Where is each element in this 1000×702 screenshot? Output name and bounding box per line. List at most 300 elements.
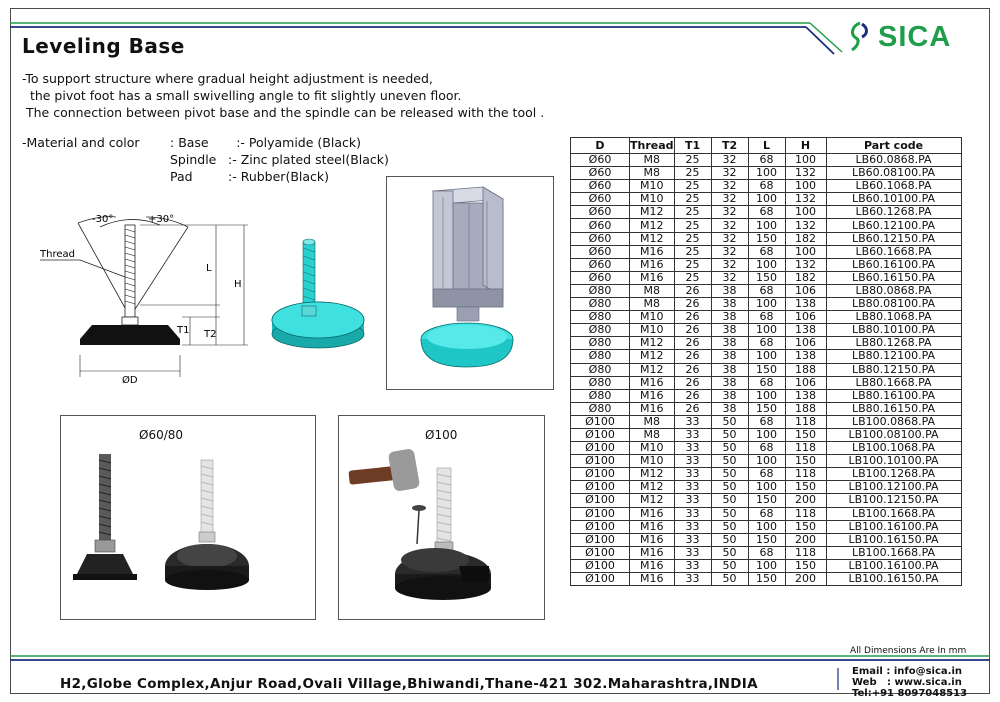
cell-l: 150 <box>748 573 785 586</box>
cell-h: 100 <box>785 180 826 193</box>
col-header-d: D <box>571 138 630 154</box>
table-row <box>571 298 962 311</box>
table-row <box>571 507 962 520</box>
cell-h: 138 <box>785 324 826 337</box>
cell-part-code: LB80.12100.PA <box>826 350 961 363</box>
cyan-leveling-foot-render <box>268 236 368 362</box>
cell-l: 100 <box>748 167 785 180</box>
cell-t2: 32 <box>711 193 748 206</box>
cell-t2: 38 <box>711 350 748 363</box>
cell-t2: 38 <box>711 337 748 350</box>
cell-h: 188 <box>785 363 826 376</box>
cell-h: 150 <box>785 520 826 533</box>
cell-diameter: Ø80 <box>571 337 630 350</box>
cell-diameter: Ø100 <box>571 481 630 494</box>
cell-part-code: LB100.16150.PA <box>826 573 961 586</box>
cell-h: 118 <box>785 507 826 520</box>
table-row <box>571 167 962 180</box>
material-part: Base <box>178 135 209 150</box>
cell-l: 100 <box>748 350 785 363</box>
dim-T1-label: T1 <box>177 325 190 336</box>
footer-contact <box>852 666 967 699</box>
cell-diameter: Ø100 <box>571 442 630 455</box>
cell-thread: M12 <box>630 219 675 232</box>
cell-diameter: Ø100 <box>571 520 630 533</box>
cell-h: 150 <box>785 455 826 468</box>
table-row <box>571 402 962 415</box>
cell-thread: M12 <box>630 337 675 350</box>
cell-diameter: Ø100 <box>571 507 630 520</box>
cell-t2: 50 <box>711 546 748 559</box>
cell-l: 100 <box>748 559 785 572</box>
cell-t1: 26 <box>674 337 711 350</box>
cell-diameter: Ø80 <box>571 376 630 389</box>
cell-part-code: LB80.1668.PA <box>826 376 961 389</box>
cell-thread: M8 <box>630 167 675 180</box>
cell-part-code: LB80.1068.PA <box>826 311 961 324</box>
footer-address: H2,Globe Complex,Anjur Road,Ovali Village,Bhiwandi,Thane-421 302.Maharashtra,INDIA <box>60 676 758 692</box>
cell-diameter: Ø100 <box>571 559 630 572</box>
cell-h: 132 <box>785 219 826 232</box>
angle-left-label: -30° <box>92 214 114 225</box>
cell-thread: M12 <box>630 350 675 363</box>
cell-h: 100 <box>785 245 826 258</box>
cell-h: 106 <box>785 311 826 324</box>
table-row <box>571 481 962 494</box>
cell-thread: M8 <box>630 154 675 167</box>
cell-t2: 38 <box>711 402 748 415</box>
cell-t1: 26 <box>674 350 711 363</box>
cell-h: 100 <box>785 206 826 219</box>
cell-thread: M8 <box>630 428 675 441</box>
cell-h: 138 <box>785 389 826 402</box>
cell-l: 150 <box>748 363 785 376</box>
col-header-t2: T2 <box>711 138 748 154</box>
cell-h: 150 <box>785 428 826 441</box>
cell-h: 106 <box>785 284 826 297</box>
table-row <box>571 271 962 284</box>
cell-l: 68 <box>748 311 785 324</box>
cell-l: 150 <box>748 533 785 546</box>
cell-t2: 50 <box>711 442 748 455</box>
dimensions-note: All Dimensions Are In mm <box>850 646 967 656</box>
cell-diameter: Ø60 <box>571 154 630 167</box>
table-header-row <box>571 138 962 154</box>
cell-l: 68 <box>748 206 785 219</box>
table-row <box>571 219 962 232</box>
cell-t1: 26 <box>674 402 711 415</box>
cell-part-code: LB60.16150.PA <box>826 271 961 284</box>
cell-l: 68 <box>748 376 785 389</box>
cell-l: 68 <box>748 442 785 455</box>
table-row <box>571 428 962 441</box>
cell-t1: 33 <box>674 494 711 507</box>
cell-diameter: Ø80 <box>571 324 630 337</box>
cell-t2: 32 <box>711 271 748 284</box>
cell-h: 200 <box>785 494 826 507</box>
cell-diameter: Ø100 <box>571 546 630 559</box>
cell-thread: M12 <box>630 481 675 494</box>
cell-t2: 50 <box>711 468 748 481</box>
cell-thread: M16 <box>630 546 675 559</box>
parts-table <box>570 137 962 586</box>
cell-part-code: LB100.0868.PA <box>826 415 961 428</box>
cell-h: 182 <box>785 232 826 245</box>
cell-h: 100 <box>785 154 826 167</box>
table-row <box>571 350 962 363</box>
cell-t1: 26 <box>674 324 711 337</box>
table-row <box>571 573 962 586</box>
cell-t1: 33 <box>674 428 711 441</box>
table-row <box>571 154 962 167</box>
description-line: the pivot foot has a small swivelling angle to fit slightly uneven floor. <box>22 88 462 103</box>
cell-t2: 50 <box>711 559 748 572</box>
cell-part-code: LB60.0868.PA <box>826 154 961 167</box>
cell-diameter: Ø100 <box>571 494 630 507</box>
cell-t1: 33 <box>674 573 711 586</box>
cell-t1: 33 <box>674 468 711 481</box>
table-row <box>571 232 962 245</box>
page-title: Leveling Base <box>22 34 185 58</box>
cell-t1: 33 <box>674 442 711 455</box>
table-row <box>571 494 962 507</box>
cell-thread: M16 <box>630 573 675 586</box>
cell-diameter: Ø60 <box>571 258 630 271</box>
cell-l: 100 <box>748 219 785 232</box>
cell-diameter: Ø80 <box>571 311 630 324</box>
cell-t1: 25 <box>674 180 711 193</box>
cell-h: 132 <box>785 258 826 271</box>
table-row <box>571 245 962 258</box>
cell-thread: M8 <box>630 415 675 428</box>
cell-t1: 25 <box>674 271 711 284</box>
cell-t1: 33 <box>674 415 711 428</box>
cell-l: 100 <box>748 389 785 402</box>
cell-thread: M10 <box>630 324 675 337</box>
cell-part-code: LB100.12150.PA <box>826 494 961 507</box>
col-header-thread: Thread <box>630 138 674 152</box>
cell-diameter: Ø80 <box>571 363 630 376</box>
table-row <box>571 284 962 297</box>
cell-thread: M12 <box>630 468 675 481</box>
cell-part-code: LB100.12100.PA <box>826 481 961 494</box>
table-row <box>571 520 962 533</box>
cell-h: 118 <box>785 415 826 428</box>
col-header-h: H <box>785 138 826 154</box>
table-row <box>571 337 962 350</box>
cell-t2: 32 <box>711 219 748 232</box>
cell-t2: 50 <box>711 507 748 520</box>
cell-t1: 26 <box>674 298 711 311</box>
cell-h: 138 <box>785 350 826 363</box>
table-row <box>571 468 962 481</box>
table-row <box>571 546 962 559</box>
cell-t2: 50 <box>711 520 748 533</box>
cell-t1: 26 <box>674 376 711 389</box>
cell-l: 100 <box>748 193 785 206</box>
technical-drawing <box>30 205 260 390</box>
cell-t2: 50 <box>711 533 748 546</box>
material-heading: -Material and color <box>22 135 140 150</box>
cell-part-code: LB80.16150.PA <box>826 402 961 415</box>
cell-diameter: Ø60 <box>571 167 630 180</box>
footer-email[interactable]: Email : info@sica.in <box>852 666 962 677</box>
profile-mount-render <box>387 177 553 389</box>
cell-part-code: LB80.10100.PA <box>826 324 961 337</box>
thread-label: Thread <box>40 249 75 260</box>
cell-diameter: Ø80 <box>571 389 630 402</box>
cell-l: 100 <box>748 481 785 494</box>
cell-h: 118 <box>785 442 826 455</box>
material-prefix: : <box>170 135 179 150</box>
cell-t1: 25 <box>674 258 711 271</box>
cell-t2: 50 <box>711 573 748 586</box>
cell-t1: 25 <box>674 232 711 245</box>
cell-diameter: Ø60 <box>571 206 630 219</box>
cell-part-code: LB80.08100.PA <box>826 298 961 311</box>
cell-diameter: Ø100 <box>571 533 630 546</box>
cell-part-code: LB100.1668.PA <box>826 507 961 520</box>
cell-t2: 50 <box>711 481 748 494</box>
angle-line-left <box>78 223 130 317</box>
cell-t2: 32 <box>711 154 748 167</box>
cell-l: 68 <box>748 546 785 559</box>
cell-thread: M10 <box>630 193 675 206</box>
table-row <box>571 559 962 572</box>
cell-thread: M16 <box>630 533 675 546</box>
cell-part-code: LB100.16100.PA <box>826 559 961 572</box>
cell-t1: 25 <box>674 154 711 167</box>
cell-part-code: LB100.1268.PA <box>826 468 961 481</box>
cell-t2: 32 <box>711 258 748 271</box>
cell-part-code: LB60.16100.PA <box>826 258 961 271</box>
cell-thread: M10 <box>630 455 675 468</box>
cell-part-code: LB100.1668.PA <box>826 546 961 559</box>
cell-thread: M10 <box>630 311 675 324</box>
brand-logo <box>846 20 951 54</box>
cell-thread: M16 <box>630 520 675 533</box>
cell-t1: 25 <box>674 219 711 232</box>
material-list <box>22 134 389 185</box>
cell-diameter: Ø100 <box>571 455 630 468</box>
table-row <box>571 415 962 428</box>
col-header-t1: T1 <box>674 138 711 154</box>
cell-part-code: LB100.10100.PA <box>826 455 961 468</box>
cell-t2: 38 <box>711 298 748 311</box>
cell-diameter: Ø60 <box>571 193 630 206</box>
cell-l: 68 <box>748 284 785 297</box>
cell-part-code: LB80.1268.PA <box>826 337 961 350</box>
cell-thread: M16 <box>630 559 675 572</box>
cell-t2: 50 <box>711 428 748 441</box>
table-row <box>571 180 962 193</box>
cell-l: 100 <box>748 455 785 468</box>
brand-name: SICA <box>878 20 952 53</box>
cell-t2: 38 <box>711 284 748 297</box>
cell-l: 68 <box>748 337 785 350</box>
cell-diameter: Ø100 <box>571 415 630 428</box>
cell-diameter: Ø60 <box>571 271 630 284</box>
cell-thread: M16 <box>630 376 675 389</box>
cell-part-code: LB60.10100.PA <box>826 193 961 206</box>
cell-t2: 38 <box>711 311 748 324</box>
cell-diameter: Ø60 <box>571 180 630 193</box>
cell-thread: M12 <box>630 206 675 219</box>
cell-h: 150 <box>785 559 826 572</box>
dim-H-label: H <box>234 279 242 290</box>
angle-line-right <box>130 227 188 317</box>
cell-h: 200 <box>785 533 826 546</box>
cell-diameter: Ø80 <box>571 402 630 415</box>
cell-l: 100 <box>748 520 785 533</box>
table-row <box>571 442 962 455</box>
table-row <box>571 455 962 468</box>
footer-phone: Tel:+91 8097048513 <box>852 688 968 699</box>
cell-t1: 33 <box>674 546 711 559</box>
cell-t2: 38 <box>711 324 748 337</box>
description-line: The connection between pivot base and the spindle can be released with the tool . <box>22 105 545 120</box>
cell-diameter: Ø80 <box>571 298 630 311</box>
cell-part-code: LB60.1068.PA <box>826 180 961 193</box>
cell-t2: 32 <box>711 180 748 193</box>
material-part: Pad <box>170 169 193 184</box>
cell-t2: 32 <box>711 167 748 180</box>
cell-h: 106 <box>785 376 826 389</box>
cell-t1: 33 <box>674 533 711 546</box>
cell-diameter: Ø60 <box>571 219 630 232</box>
photo-box-100 <box>338 415 545 620</box>
cell-t1: 33 <box>674 481 711 494</box>
cell-t2: 50 <box>711 415 748 428</box>
cell-t1: 26 <box>674 311 711 324</box>
table-row <box>571 363 962 376</box>
cell-h: 118 <box>785 468 826 481</box>
cell-thread: M16 <box>630 507 675 520</box>
footer-web[interactable]: Web : www.sica.in <box>852 677 962 688</box>
cell-thread: M12 <box>630 232 675 245</box>
cell-t1: 33 <box>674 520 711 533</box>
cell-part-code: LB100.1068.PA <box>826 442 961 455</box>
cell-h: 118 <box>785 546 826 559</box>
cell-h: 106 <box>785 337 826 350</box>
cell-t2: 50 <box>711 494 748 507</box>
cell-diameter: Ø80 <box>571 284 630 297</box>
cell-t2: 32 <box>711 245 748 258</box>
cell-thread: M8 <box>630 298 675 311</box>
cell-diameter: Ø60 <box>571 245 630 258</box>
leveling-base-photos-60-80 <box>61 416 315 619</box>
cell-l: 100 <box>748 324 785 337</box>
cell-t1: 33 <box>674 559 711 572</box>
cell-thread: M10 <box>630 442 675 455</box>
cell-t2: 38 <box>711 363 748 376</box>
cell-l: 68 <box>748 154 785 167</box>
material-value: :- Rubber(Black) <box>228 169 330 184</box>
photo-box-60-80-label: Ø60/80 <box>139 428 184 442</box>
cell-l: 150 <box>748 494 785 507</box>
table-row <box>571 324 962 337</box>
cell-thread: M16 <box>630 389 675 402</box>
cell-t1: 25 <box>674 193 711 206</box>
cell-thread: M10 <box>630 180 675 193</box>
col-header-part-code: Part code <box>826 138 961 154</box>
table-row <box>571 311 962 324</box>
cell-h: 182 <box>785 271 826 284</box>
cell-thread: M8 <box>630 284 675 297</box>
cell-part-code: LB80.12150.PA <box>826 363 961 376</box>
cell-t1: 33 <box>674 507 711 520</box>
cell-part-code: LB80.0868.PA <box>826 284 961 297</box>
cell-thread: M16 <box>630 402 675 415</box>
cell-h: 132 <box>785 167 826 180</box>
description-line: -To support structure where gradual height adjustment is needed, <box>22 71 433 86</box>
dim-D-label: ØD <box>122 375 138 386</box>
cell-part-code: LB100.08100.PA <box>826 428 961 441</box>
cell-l: 68 <box>748 245 785 258</box>
cell-diameter: Ø100 <box>571 468 630 481</box>
cell-l: 150 <box>748 232 785 245</box>
cell-part-code: LB60.1268.PA <box>826 206 961 219</box>
cell-h: 200 <box>785 573 826 586</box>
cell-part-code: LB100.16100.PA <box>826 520 961 533</box>
cell-diameter: Ø80 <box>571 350 630 363</box>
cell-h: 188 <box>785 402 826 415</box>
cell-part-code: LB60.08100.PA <box>826 167 961 180</box>
cell-t2: 32 <box>711 206 748 219</box>
sica-logo-icon <box>846 20 874 54</box>
cell-t2: 32 <box>711 232 748 245</box>
cell-t1: 33 <box>674 455 711 468</box>
cell-l: 100 <box>748 428 785 441</box>
description <box>22 70 544 121</box>
cell-l: 68 <box>748 507 785 520</box>
cell-t1: 26 <box>674 389 711 402</box>
cell-part-code: LB60.12100.PA <box>826 219 961 232</box>
angle-right-label: +30° <box>148 214 175 225</box>
cell-t1: 26 <box>674 284 711 297</box>
cell-part-code: LB60.1668.PA <box>826 245 961 258</box>
table-row <box>571 389 962 402</box>
table-row <box>571 376 962 389</box>
cell-diameter: Ø100 <box>571 573 630 586</box>
material-value: :- Polyamide (Black) <box>236 135 361 150</box>
cell-l: 150 <box>748 402 785 415</box>
cell-h: 150 <box>785 481 826 494</box>
photo-box-100-label: Ø100 <box>425 428 458 442</box>
cell-l: 68 <box>748 415 785 428</box>
cell-thread: M16 <box>630 258 675 271</box>
material-value: :- Zinc plated steel(Black) <box>228 152 389 167</box>
table-row <box>571 533 962 546</box>
profile-mount-render-box <box>386 176 554 390</box>
cell-h: 132 <box>785 193 826 206</box>
cell-l: 68 <box>748 180 785 193</box>
cell-t1: 25 <box>674 206 711 219</box>
table-row <box>571 258 962 271</box>
cell-part-code: LB100.16150.PA <box>826 533 961 546</box>
table-row <box>571 193 962 206</box>
leveling-base-photos-100 <box>339 416 544 619</box>
cell-thread: M12 <box>630 363 675 376</box>
cell-t1: 26 <box>674 363 711 376</box>
dim-T2-label: T2 <box>204 329 217 340</box>
cell-diameter: Ø60 <box>571 232 630 245</box>
cell-t2: 38 <box>711 389 748 402</box>
cell-t2: 50 <box>711 455 748 468</box>
cell-diameter: Ø100 <box>571 428 630 441</box>
dim-L-label: L <box>206 263 212 274</box>
photo-box-60-80 <box>60 415 316 620</box>
